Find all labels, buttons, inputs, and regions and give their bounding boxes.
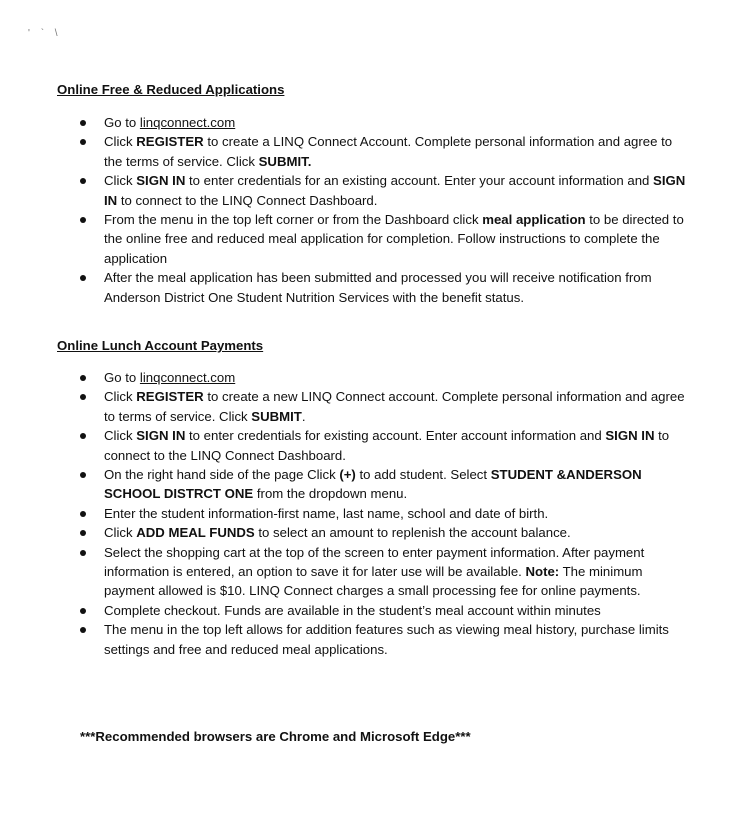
- item-text: Click: [104, 173, 137, 189]
- bullet-icon: [80, 511, 86, 517]
- bold-text: STUDENT &ANDERSON SCHOOL DISTRCT ONE: [104, 467, 642, 502]
- bold-text: SIGN IN: [136, 173, 186, 189]
- bullet-icon: [80, 394, 86, 400]
- bold-text: Note:: [525, 564, 560, 580]
- item-text: Select the shopping cart at the top of the screen to enter payment information. After payment information is entered, an option to save it for later use will be available.: [104, 544, 645, 580]
- item-text: to create a new LINQ Connect account. Complete personal information and agree to terms of service. Click: [104, 389, 685, 424]
- list-item: [76, 543, 688, 601]
- linqconnect-link[interactable]: linqconnect.com: [139, 370, 236, 385]
- linqconnect-link[interactable]: linqconnect.com: [139, 115, 236, 130]
- item-text: to create a LINQ Connect Account. Complete personal information and agree to the terms of service. Click: [104, 134, 673, 169]
- scan-specks: ' ` \: [28, 28, 62, 39]
- item-text: The minimum payment allowed is $10. LINQ Connect charges a small processing fee for online payments.: [104, 564, 643, 599]
- item-text: to connect to the LINQ Connect Dashboard.: [117, 192, 378, 208]
- bullet-icon: [80, 608, 86, 614]
- list-item: [76, 113, 688, 132]
- bold-text: SUBMIT: [251, 408, 302, 424]
- item-text: to enter credentials for an existing account. Enter your account information and: [185, 173, 654, 189]
- item-text: to enter credentials for existing account. Enter account information and: [185, 428, 606, 444]
- item-text: After the meal application has been submitted and processed you will receive notification from Anderson District One Student Nutrition Services with the benefit status.: [104, 270, 652, 305]
- item-text: Enter the student information-first name, last name, school and date of birth.: [104, 505, 549, 521]
- list-item: [76, 171, 688, 210]
- item-text: Click: [104, 389, 137, 405]
- item-text: On the right hand side of the page Click: [104, 467, 340, 483]
- bullet-icon: [80, 139, 86, 145]
- list-item: [76, 523, 688, 542]
- item-text: Complete checkout. Funds are available in the student’s meal account within minutes: [104, 602, 601, 618]
- item-text: From the menu in the top left corner or from the Dashboard click: [104, 212, 483, 228]
- item-text: to be directed to the online free and reduced meal application for completion. Follow instructions to complete the application: [104, 212, 684, 266]
- list-item: [76, 368, 688, 387]
- list-item: [76, 268, 688, 307]
- item-text: to add student. Select: [355, 467, 491, 483]
- bullet-icon: [80, 433, 86, 439]
- item-text: from the dropdown menu.: [253, 486, 408, 502]
- list-item: [76, 504, 688, 523]
- browser-recommendation-note: ***Recommended browsers are Chrome and Microsoft Edge***: [80, 729, 471, 744]
- bullet-icon: [80, 178, 86, 184]
- bold-text: SIGN IN: [605, 428, 655, 444]
- bold-text: (+): [339, 467, 356, 483]
- list-item: [76, 210, 688, 268]
- section-title-free-reduced: Online Free & Reduced Applications: [57, 82, 285, 97]
- bullet-icon: [80, 627, 86, 633]
- item-text: Click: [104, 134, 137, 150]
- list-item: [76, 620, 688, 659]
- list-item: [76, 132, 688, 171]
- lunch-payment-steps-list: [76, 368, 688, 659]
- item-text: Go to: [104, 115, 140, 130]
- list-item: [76, 426, 688, 465]
- item-text: to select an amount to replenish the account balance.: [254, 525, 571, 541]
- item-text: .: [301, 408, 306, 424]
- free-reduced-steps-list: [76, 113, 688, 307]
- bullet-icon: [80, 275, 86, 281]
- item-text: The menu in the top left allows for addition features such as viewing meal history, purchase limits settings and free and reduced meal applications.: [104, 622, 669, 657]
- bullet-icon: [80, 550, 86, 556]
- bullet-icon: [80, 472, 86, 478]
- list-item: [76, 387, 688, 426]
- bullet-icon: [80, 530, 86, 536]
- item-text: Click: [104, 428, 137, 444]
- section-title-lunch-payments: Online Lunch Account Payments: [57, 338, 264, 353]
- bold-text: ADD MEAL FUNDS: [136, 525, 255, 541]
- bold-text: REGISTER: [136, 134, 204, 150]
- bullet-icon: [80, 217, 86, 223]
- bullet-icon: [80, 375, 86, 381]
- bold-text: SIGN IN: [104, 173, 686, 208]
- bold-text: REGISTER: [136, 389, 204, 405]
- bullet-icon: [80, 120, 86, 126]
- list-item: [76, 465, 688, 504]
- item-text: Click: [104, 525, 137, 541]
- item-text: Go to: [104, 370, 140, 385]
- bold-text: SUBMIT.: [258, 153, 312, 169]
- bold-text: meal application: [482, 212, 586, 228]
- item-text: to connect to the LINQ Connect Dashboard.: [104, 428, 670, 463]
- list-item: [76, 601, 688, 620]
- bold-text: SIGN IN: [136, 428, 186, 444]
